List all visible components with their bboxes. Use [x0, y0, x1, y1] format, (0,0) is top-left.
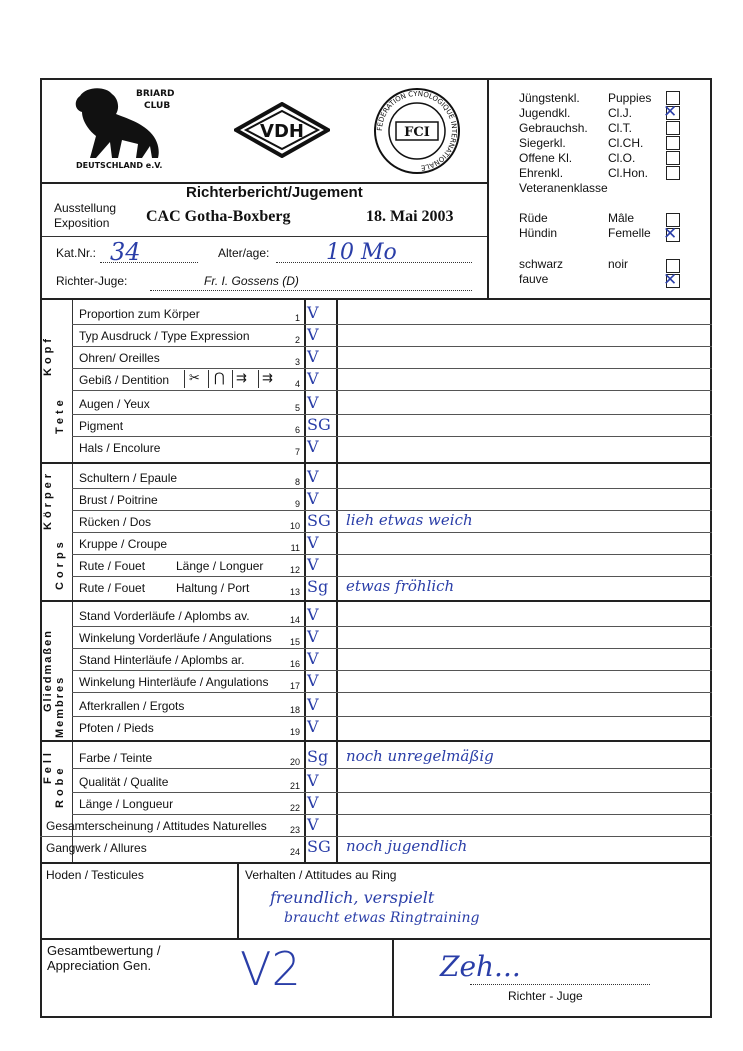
- section-label-koerper: Körper: [42, 469, 54, 530]
- color-label-de: fauve: [519, 272, 549, 286]
- testicles-label: Hoden / Testicules: [46, 868, 144, 882]
- section-column-divider: [72, 300, 73, 862]
- criterion-label: Gebiß / Dentition: [79, 373, 170, 387]
- criterion-comment: lieh etwas weich: [346, 511, 473, 529]
- sex-label-fr: Femelle: [608, 226, 651, 240]
- sex-checkbox[interactable]: [663, 224, 680, 244]
- report-title: Richterbericht/Jugement: [186, 184, 363, 201]
- criterion-mark[interactable]: V: [307, 325, 319, 344]
- table-row-divider: [72, 488, 712, 489]
- section-label-fell: Fell: [42, 749, 54, 784]
- section-label-gliedmassen: Gliedmaßen: [42, 629, 54, 712]
- behaviour-label: Verhalten / Attitudes au Ring: [245, 868, 397, 882]
- sex-label-de: Hündin: [519, 226, 558, 240]
- criterion-number: 18: [289, 705, 300, 715]
- svg-text:CLUB: CLUB: [144, 101, 171, 111]
- table-row-divider: [72, 346, 712, 347]
- bottom-split-divider: [237, 862, 239, 938]
- section-label-tete: Tete: [54, 396, 66, 434]
- criterion-label: Rute / Fouet: [79, 581, 146, 595]
- age-label: Alter/age:: [218, 246, 270, 260]
- criterion-mark[interactable]: V: [307, 533, 319, 552]
- criterion-label: Schultern / Epaule: [79, 471, 178, 485]
- criterion-mark[interactable]: V: [307, 467, 319, 486]
- judge-label: Richter-Juge:: [56, 274, 128, 288]
- criterion-mark[interactable]: V: [307, 815, 319, 834]
- judge-signature: Zeh...: [440, 950, 521, 983]
- class-label-de: Jüngstenkl.: [519, 91, 580, 105]
- criterion-mark[interactable]: V: [307, 437, 319, 456]
- cat-label: Kat.Nr.:: [56, 246, 97, 260]
- criterion-number: 8: [294, 477, 300, 487]
- criterion-mark[interactable]: V: [307, 369, 319, 388]
- criterion-label: Stand Hinterläufe / Aplombs ar.: [79, 653, 245, 667]
- criterion-number: 23: [289, 825, 300, 835]
- color-checkbox-mark: ✕: [663, 270, 678, 290]
- criterion-label: Qualität / Qualite: [79, 775, 169, 789]
- overall-label-de: Gesamtbewertung /: [47, 943, 161, 958]
- criterion-label: Stand Vorderläufe / Aplombs av.: [79, 609, 250, 623]
- criterion-mark[interactable]: Sg: [307, 747, 329, 766]
- class-label-fr: Cl.T.: [608, 121, 632, 135]
- table-row-divider: [72, 716, 712, 717]
- section-label-membres: Membres: [54, 675, 66, 738]
- overall-divider: [40, 938, 712, 940]
- criterion-mark[interactable]: V: [307, 671, 319, 690]
- criterion-mark[interactable]: V: [307, 605, 319, 624]
- criterion-label: Pfoten / Pieds: [79, 721, 154, 735]
- class-label-fr: Cl.CH.: [608, 136, 644, 150]
- class-label-de: Gebrauchsh.: [519, 121, 588, 135]
- table-row-divider: [72, 554, 712, 555]
- criterion-mark[interactable]: V: [307, 695, 319, 714]
- class-label-fr: Cl.J.: [608, 106, 632, 120]
- table-row-divider: [72, 670, 712, 671]
- scissor-bite-icon: ✂: [189, 370, 200, 385]
- section-divider-1: [40, 462, 712, 464]
- table-bottom-divider: [40, 862, 712, 864]
- criterion-sublabel: Länge / Longuer: [176, 559, 264, 573]
- briard-club-logo: [66, 84, 186, 178]
- header-divider: [487, 78, 489, 298]
- table-row-divider: [72, 414, 712, 415]
- criterion-mark[interactable]: V: [307, 393, 319, 412]
- cat-value: 34: [110, 238, 141, 266]
- criterion-mark[interactable]: V: [307, 717, 319, 736]
- criterion-mark[interactable]: SG: [307, 837, 331, 856]
- section-label-corps: Corps: [54, 538, 66, 590]
- table-row-divider: [72, 436, 712, 437]
- criterion-mark[interactable]: V: [307, 771, 319, 790]
- criterion-number: 10: [289, 521, 300, 531]
- criterion-label: Farbe / Teinte: [79, 751, 153, 765]
- criterion-sublabel: Haltung / Port: [176, 581, 250, 595]
- criterion-number: 13: [289, 587, 300, 597]
- class-checkbox[interactable]: [666, 121, 680, 135]
- class-checkbox[interactable]: [666, 136, 680, 150]
- class-label-fr: Cl.Hon.: [608, 166, 649, 180]
- criterion-number: 2: [294, 335, 300, 345]
- table-row-divider: [72, 692, 712, 693]
- mark-column-right-divider: [336, 300, 338, 862]
- criterion-number: 19: [289, 727, 300, 737]
- class-label-fr: Cl.O.: [608, 151, 636, 165]
- criterion-number: 17: [289, 681, 300, 691]
- criterion-label: Winkelung Vorderläufe / Angulations: [79, 631, 272, 645]
- criterion-label: Brust / Poitrine: [79, 493, 158, 507]
- header-bottom-divider: [40, 298, 712, 300]
- criterion-number: 22: [289, 803, 300, 813]
- criterion-label: Typ Ausdruck / Type Expression: [79, 329, 250, 343]
- class-checkbox-mark: ✕: [663, 102, 678, 122]
- class-label-de: Veteranenklasse: [519, 181, 608, 195]
- mark-column-left-divider: [304, 300, 306, 862]
- criterion-label: Rücken / Dos: [79, 515, 152, 529]
- criterion-comment: etwas fröhlich: [346, 577, 455, 595]
- criterion-number: 24: [289, 847, 300, 857]
- criterion-mark[interactable]: V: [307, 649, 319, 668]
- criterion-number: 14: [289, 615, 300, 625]
- criterion-mark[interactable]: V: [307, 627, 319, 646]
- criterion-number: 20: [289, 757, 300, 767]
- criterion-label: Gesamterscheinung / Attitudes Naturelles: [46, 819, 267, 833]
- criterion-mark[interactable]: SG: [307, 415, 331, 434]
- svg-text:DEUTSCHLAND e.V.: DEUTSCHLAND e.V.: [76, 161, 163, 170]
- table-row-divider: [72, 324, 712, 325]
- svg-text:FCI: FCI: [404, 125, 430, 140]
- judge-underline: [150, 290, 472, 291]
- criterion-label: Pigment: [79, 419, 124, 433]
- criterion-number: 12: [289, 565, 300, 575]
- color-checkbox[interactable]: [663, 270, 680, 290]
- show-name: CAC Gotha-Boxberg: [146, 208, 291, 225]
- overall-grade: V2: [240, 942, 301, 996]
- signature-line: [470, 984, 650, 985]
- table-row-divider: [72, 626, 712, 627]
- sex-checkbox-mark: ✕: [663, 224, 678, 244]
- show-label-fr: Exposition: [54, 216, 110, 230]
- pincer-bite-icon: ⋂: [214, 370, 225, 385]
- criterion-number: 1: [294, 313, 300, 323]
- overall-label-fr: Appreciation Gen.: [47, 958, 152, 973]
- class-checkbox[interactable]: [663, 102, 680, 122]
- dentition-icons: [184, 370, 284, 388]
- undershot-icon: ⇉: [262, 370, 273, 385]
- svg-text:BRIARD: BRIARD: [136, 89, 175, 99]
- criterion-number: 3: [294, 357, 300, 367]
- color-label-fr: noir: [608, 257, 629, 271]
- class-checkbox[interactable]: [666, 166, 680, 180]
- section-label-kopf: Kopf: [42, 334, 54, 376]
- table-row-divider: [72, 648, 712, 649]
- table-row-divider: [72, 814, 712, 815]
- cat-underline: [100, 262, 198, 263]
- section-label-robe: Robe: [54, 764, 66, 808]
- criterion-label: Kruppe / Croupe: [79, 537, 168, 551]
- criterion-number: 6: [294, 425, 300, 435]
- criterion-label: Proportion zum Körper: [79, 307, 200, 321]
- class-label-de: Offene Kl.: [519, 151, 573, 165]
- criterion-number: 7: [294, 447, 300, 457]
- criterion-comment: noch unregelmäßig: [346, 747, 494, 765]
- criterion-label: Gangwerk / Allures: [46, 841, 147, 855]
- criterion-label: Afterkrallen / Ergots: [79, 699, 185, 713]
- table-row-divider: [72, 368, 712, 369]
- class-label-de: Jugendkl.: [519, 106, 571, 120]
- signature-split-divider: [392, 938, 394, 1018]
- age-value: 10 Mo: [326, 240, 397, 265]
- class-label-fr: Puppies: [608, 91, 652, 105]
- vdh-logo: [234, 102, 330, 158]
- table-row-divider: [72, 792, 712, 793]
- show-date: 18. Mai 2003: [366, 208, 454, 225]
- criterion-mark[interactable]: SG: [307, 511, 331, 530]
- age-underline: [276, 262, 472, 263]
- criterion-label: Rute / Fouet: [79, 559, 146, 573]
- table-row-divider: [72, 390, 712, 391]
- criterion-number: 4: [294, 379, 300, 389]
- criterion-label: Ohren/ Oreilles: [79, 351, 160, 365]
- section-divider-3: [40, 740, 712, 742]
- criterion-label: Augen / Yeux: [79, 397, 150, 411]
- show-label-de: Ausstellung: [54, 201, 117, 215]
- class-checkbox[interactable]: [666, 151, 680, 165]
- svg-text:VDH: VDH: [260, 121, 304, 142]
- criterion-mark[interactable]: V: [307, 555, 319, 574]
- section-divider-2: [40, 600, 712, 602]
- judge-sign-label: Richter - Juge: [508, 989, 583, 1003]
- criterion-number: 16: [289, 659, 300, 669]
- overshot-icon: ⇉: [236, 370, 247, 385]
- svg-text:FEDERATION CYNOLOGIQUE INTERNA: FEDERATION CYNOLOGIQUE INTERNATIONALE: [375, 89, 459, 172]
- criterion-number: 21: [289, 781, 300, 791]
- sex-label-de: Rüde: [519, 211, 548, 225]
- class-label-de: Ehrenkl.: [519, 166, 564, 180]
- fci-logo: [372, 86, 462, 176]
- color-label-de: schwarz: [519, 257, 564, 271]
- table-row-divider: [72, 768, 712, 769]
- criterion-mark[interactable]: V: [307, 793, 319, 812]
- class-label-de: Siegerkl.: [519, 136, 566, 150]
- criterion-mark[interactable]: Sg: [307, 577, 329, 596]
- judge-name: Fr. I. Gossens (D): [204, 274, 299, 288]
- criterion-mark[interactable]: V: [307, 303, 319, 322]
- table-row-divider: [72, 532, 712, 533]
- criterion-comment: noch jugendlich: [346, 837, 468, 855]
- criterion-label: Winkelung Hinterläufe / Angulations: [79, 675, 269, 689]
- criterion-mark[interactable]: V: [307, 489, 319, 508]
- sex-label-fr: Mâle: [608, 211, 635, 225]
- behaviour-comment-1: freundlich, verspielt: [270, 888, 435, 907]
- criterion-number: 11: [290, 543, 300, 553]
- criterion-label: Hals / Encolure: [79, 441, 161, 455]
- behaviour-comment-2: braucht etwas Ringtraining: [284, 910, 480, 926]
- title-divider: [42, 236, 487, 237]
- criterion-label: Länge / Longueur: [79, 797, 174, 811]
- criterion-mark[interactable]: V: [307, 347, 319, 366]
- criterion-number: 15: [289, 637, 300, 647]
- criterion-number: 9: [294, 499, 300, 509]
- criterion-number: 5: [294, 403, 300, 413]
